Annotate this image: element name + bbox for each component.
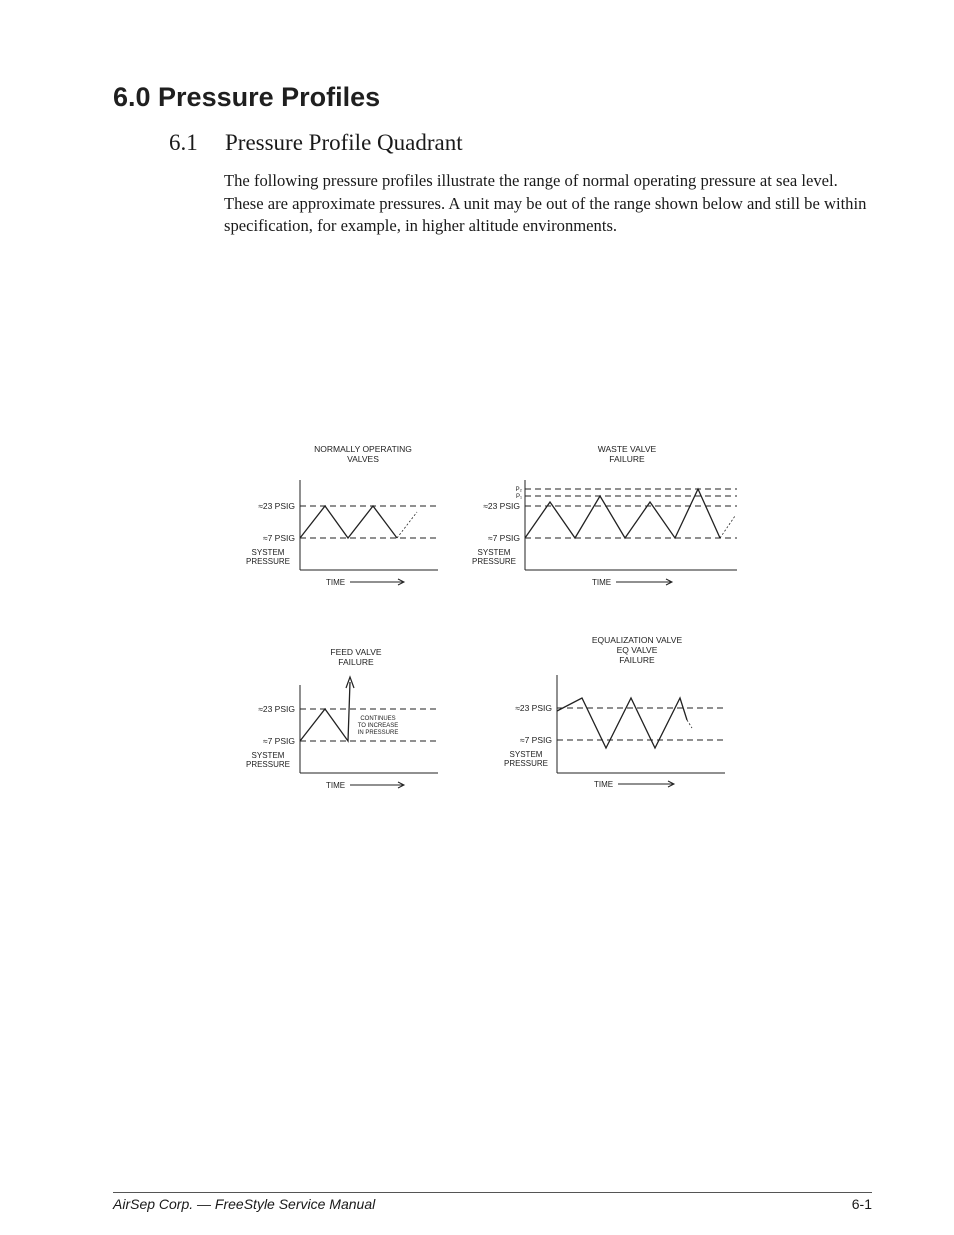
page-number: 6-1 (851, 1196, 872, 1212)
panel-eq-title-3: FAILURE (619, 655, 655, 665)
panel-eq-title-1: EQUALIZATION VALVE (591, 635, 683, 645)
y-label-pressure: PRESSURE (245, 760, 291, 769)
x-label-time: TIME (326, 578, 346, 587)
low-pressure-label: ≈7 PSIG (262, 533, 295, 543)
pressure-trace (300, 682, 350, 741)
y-label-pressure: PRESSURE (471, 557, 517, 566)
x-label-time: TIME (326, 781, 346, 790)
footer-title: AirSep Corp. — FreeStyle Service Manual (113, 1196, 376, 1212)
note-line-3: IN PRESSURE (357, 730, 399, 736)
note-line-1: CONTINUES (360, 716, 396, 722)
pressure-profiles-figure (230, 430, 750, 800)
pressure-trace-continuation (720, 516, 735, 538)
footer-divider (113, 1192, 872, 1193)
low-pressure-label: ≈7 PSIG (519, 735, 552, 745)
panel-normal-title-2: VALVES (347, 454, 379, 464)
high-pressure-label: ≈23 PSIG (483, 501, 520, 511)
panel-waste-title-2: FAILURE (609, 454, 645, 464)
pressure-trace (300, 506, 397, 538)
section-number: 6.1 (169, 130, 198, 155)
p1-label: P₁ (515, 494, 522, 500)
pressure-trace-continuation (687, 720, 692, 728)
note-line-2: TO INCREASE (357, 723, 399, 729)
panel-eq-title-2: EQ VALVE (616, 645, 658, 655)
panel-feed-title-1: FEED VALVE (330, 647, 382, 657)
low-pressure-label: ≈7 PSIG (487, 533, 520, 543)
high-pressure-label: ≈23 PSIG (258, 501, 295, 511)
panel-normal (246, 444, 438, 587)
panel-feed-valve (246, 647, 438, 790)
panel-feed-title-2: FAILURE (338, 657, 374, 667)
y-label-system: SYSTEM (477, 548, 511, 557)
pressure-trace-continuation (397, 512, 417, 538)
panel-normal-title-1: NORMALLY OPERATING (314, 444, 412, 454)
pressure-profiles-diagram (230, 430, 750, 800)
low-pressure-label: ≈7 PSIG (262, 736, 295, 746)
intro-paragraph: The following pressure profiles illustrate the range of normal operating pressure at sea level. These are approximate pressures. A unit may be out of the range shown below and still be within specification, for example, in higher altitude environments. (224, 171, 867, 235)
panel-waste-valve (472, 444, 737, 587)
panel-eq-valve (504, 635, 725, 789)
panel-waste-title-1: WASTE VALVE (597, 444, 657, 454)
y-label-system: SYSTEM (251, 751, 285, 760)
y-label-pressure: PRESSURE (503, 759, 549, 768)
x-label-time: TIME (594, 780, 614, 789)
x-label-time: TIME (592, 578, 612, 587)
p2-label: P₂ (515, 487, 522, 493)
page-heading: 6.0 Pressure Profiles (113, 82, 381, 112)
section-heading (169, 128, 463, 158)
y-label-system: SYSTEM (251, 548, 285, 557)
y-label-pressure: PRESSURE (245, 557, 291, 566)
high-pressure-label: ≈23 PSIG (258, 704, 295, 714)
y-label-system: SYSTEM (509, 750, 543, 759)
high-pressure-label: ≈23 PSIG (515, 703, 552, 713)
section-title: Pressure Profile Quadrant (225, 130, 463, 155)
